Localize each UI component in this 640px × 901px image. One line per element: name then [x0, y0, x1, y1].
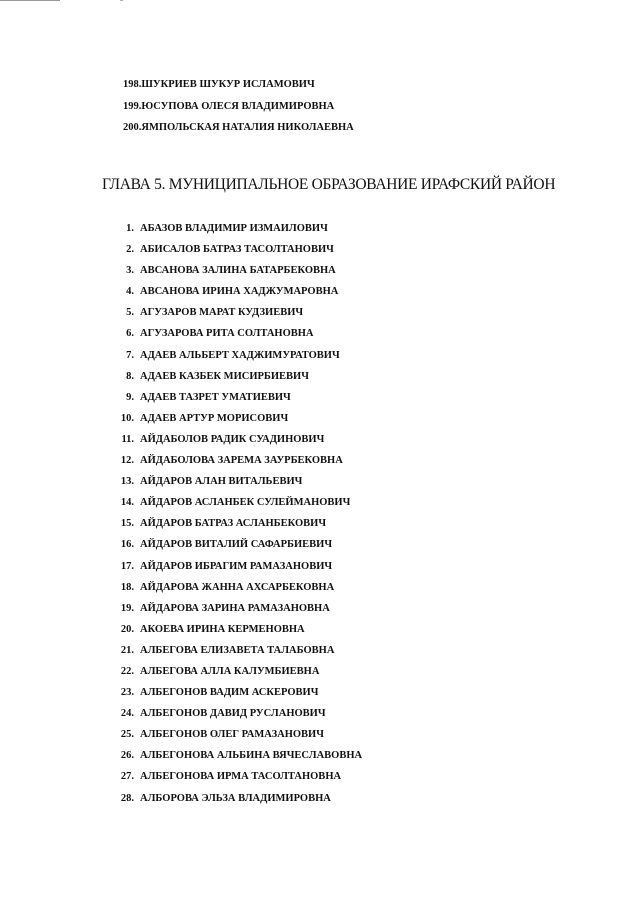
list-item [112, 682, 362, 703]
list-item [112, 534, 362, 555]
list-item [112, 450, 362, 471]
list-item-number: 25. [120, 729, 134, 741]
list-item-number: 8. [126, 370, 134, 382]
list-item [112, 492, 362, 513]
list-item-name: АЙДАРОВ АСЛАНБЕК СУЛЕЙМАНОВИЧ [140, 497, 351, 509]
list-item-name: АЛБЕГОВА ЕЛИЗАВЕТА ТАЛАБОВНА [140, 644, 335, 656]
list-item-number: 4. [126, 286, 134, 298]
scan-artifact [120, 0, 123, 1]
list-item-number: 14. [120, 497, 134, 509]
list-item [112, 703, 362, 724]
list-item-number: 1. [126, 223, 134, 234]
list-item [112, 598, 362, 619]
previous-entry: 199.ЮСУПОВА ОЛЕСЯ ВЛАДИМИРОВНА [123, 100, 335, 112]
list-item-name: АЙДАРОВА ЗАРИНА РАМАЗАНОВНА [140, 602, 330, 614]
chapter-title: ГЛАВА 5. МУНИЦИПАЛЬНОЕ ОБРАЗОВАНИЕ ИРАФСКИЙ РАЙОН [102, 176, 556, 193]
list-item [112, 640, 362, 661]
list-item [112, 766, 362, 787]
list-item [112, 387, 362, 408]
list-item-name: АЛБЕГОНОВ ДАВИД РУСЛАНОВИЧ [140, 708, 326, 720]
list-item-number: 26. [120, 750, 134, 762]
list-item-number: 11. [121, 433, 134, 445]
list-item [112, 366, 362, 387]
list-item-number: 7. [126, 349, 134, 361]
list-item [112, 577, 362, 598]
list-item [112, 471, 362, 492]
list-item-number: 17. [120, 560, 134, 572]
list-item [112, 281, 362, 302]
list-item-number: 2. [126, 244, 134, 256]
list-item [112, 619, 362, 640]
previous-entries-list [123, 74, 354, 139]
list-item-name: АВСАНОВА ЗАЛИНА БАТАРБЕКОВНА [140, 265, 336, 277]
list-item-number: 18. [120, 581, 134, 593]
list-item-number: 10. [120, 412, 134, 424]
list-item-name: АЙДАРОВ ИБРАГИМ РАМАЗАНОВИЧ [140, 560, 333, 572]
list-item-name: АГУЗАРОВ МАРАТ КУДЗИЕВИЧ [140, 307, 304, 319]
list-item [112, 745, 362, 766]
list-item-name: АДАЕВ АЛЬБЕРТ ХАДЖИМУРАТОВИЧ [140, 349, 340, 361]
list-item-number: 16. [120, 539, 134, 551]
list-item-number: 13. [120, 476, 134, 488]
list-item [112, 323, 362, 344]
list-item-name: АДАЕВ ТАЗРЕТ УМАТИЕВИЧ [140, 391, 291, 403]
list-item [112, 724, 362, 745]
list-item [112, 345, 362, 366]
list-item-number: 9. [126, 391, 134, 403]
list-item-name: АЛБЕГОНОВА АЛЬБИНА ВЯЧЕСЛАВОВНА [140, 750, 363, 762]
list-item-number: 22. [120, 665, 134, 677]
list-item-number: 5. [126, 307, 134, 319]
list-item [112, 260, 362, 281]
list-item [112, 788, 362, 809]
list-item-name: АЛБЕГОНОВ ОЛЕГ РАМАЗАНОВИЧ [140, 729, 324, 741]
list-item-number: 24. [120, 708, 134, 720]
list-item-number: 28. [120, 792, 134, 804]
previous-entry: 200.ЯМПОЛЬСКАЯ НАТАЛИЯ НИКОЛАЕВНА [123, 122, 354, 133]
list-item-number: 20. [120, 623, 134, 635]
scan-edge-mark [0, 0, 60, 1]
list-item-name: АДАЕВ АРТУР МОРИСОВИЧ [140, 412, 289, 424]
list-item-name: АЛБЕГОНОВА ИРМА ТАСОЛТАНОВНА [140, 771, 342, 783]
list-item-name: АЙДАБОЛОВ РАДИК СУАДИНОВИЧ [140, 433, 325, 445]
list-item [112, 302, 362, 323]
list-item-name: АЛБЕГОВА АЛЛА КАЛУМБИЕВНА [140, 665, 320, 677]
list-item-number: 6. [126, 328, 134, 340]
list-item-name: АКОЕВА ИРИНА КЕРМЕНОВНА [140, 623, 305, 635]
list-item-name: АЙДАБОЛОВА ЗАРЕМА ЗАУРБЕКОВНА [140, 455, 343, 467]
list-item-name: АЙДАРОВ БАТРАЗ АСЛАНБЕКОВИЧ [140, 518, 327, 530]
list-item-name: АГУЗАРОВА РИТА СОЛТАНОВНА [140, 328, 314, 340]
list-item-name: АЙДАРОВ ВИТАЛИЙ САФАРБИЕВИЧ [140, 539, 333, 551]
list-item [112, 429, 362, 450]
list-item-number: 23. [120, 687, 134, 699]
list-item [112, 513, 362, 534]
entries-list [112, 218, 362, 809]
list-item [112, 661, 362, 682]
list-item-number: 21. [120, 644, 134, 656]
list-item-number: 27. [120, 771, 134, 783]
list-item [112, 408, 362, 429]
list-item [112, 556, 362, 577]
list-item-name: АЛБЕГОНОВ ВАДИМ АСКЕРОВИЧ [140, 687, 319, 699]
list-item-number: 19. [120, 602, 134, 614]
list-item [112, 239, 362, 260]
previous-entry: 198.ШУКРИЕВ ШУКУР ИСЛАМОВИЧ [123, 79, 315, 90]
list-item [112, 218, 362, 239]
list-item-number: 12. [120, 455, 134, 467]
list-item-name: АЙДАРОВ АЛАН ВИТАЛЬЕВИЧ [140, 476, 303, 488]
list-item-name: АДАЕВ КАЗБЕК МИСИРБИЕВИЧ [140, 370, 309, 382]
list-item-name: АВСАНОВА ИРИНА ХАДЖУМАРОВНА [140, 286, 339, 298]
list-item-name: АБИСАЛОВ БАТРАЗ ТАСОЛТАНОВИЧ [140, 244, 334, 256]
list-item-name: АЛБОРОВА ЭЛЬЗА ВЛАДИМИРОВНА [140, 792, 331, 804]
list-item-number: 3. [126, 265, 134, 277]
list-item-number: 15. [120, 518, 134, 530]
list-item-name: АБАЗОВ ВЛАДИМИР ИЗМАИЛОВИЧ [140, 223, 328, 234]
list-item-name: АЙДАРОВА ЖАННА АХСАРБЕКОВНА [140, 581, 335, 593]
